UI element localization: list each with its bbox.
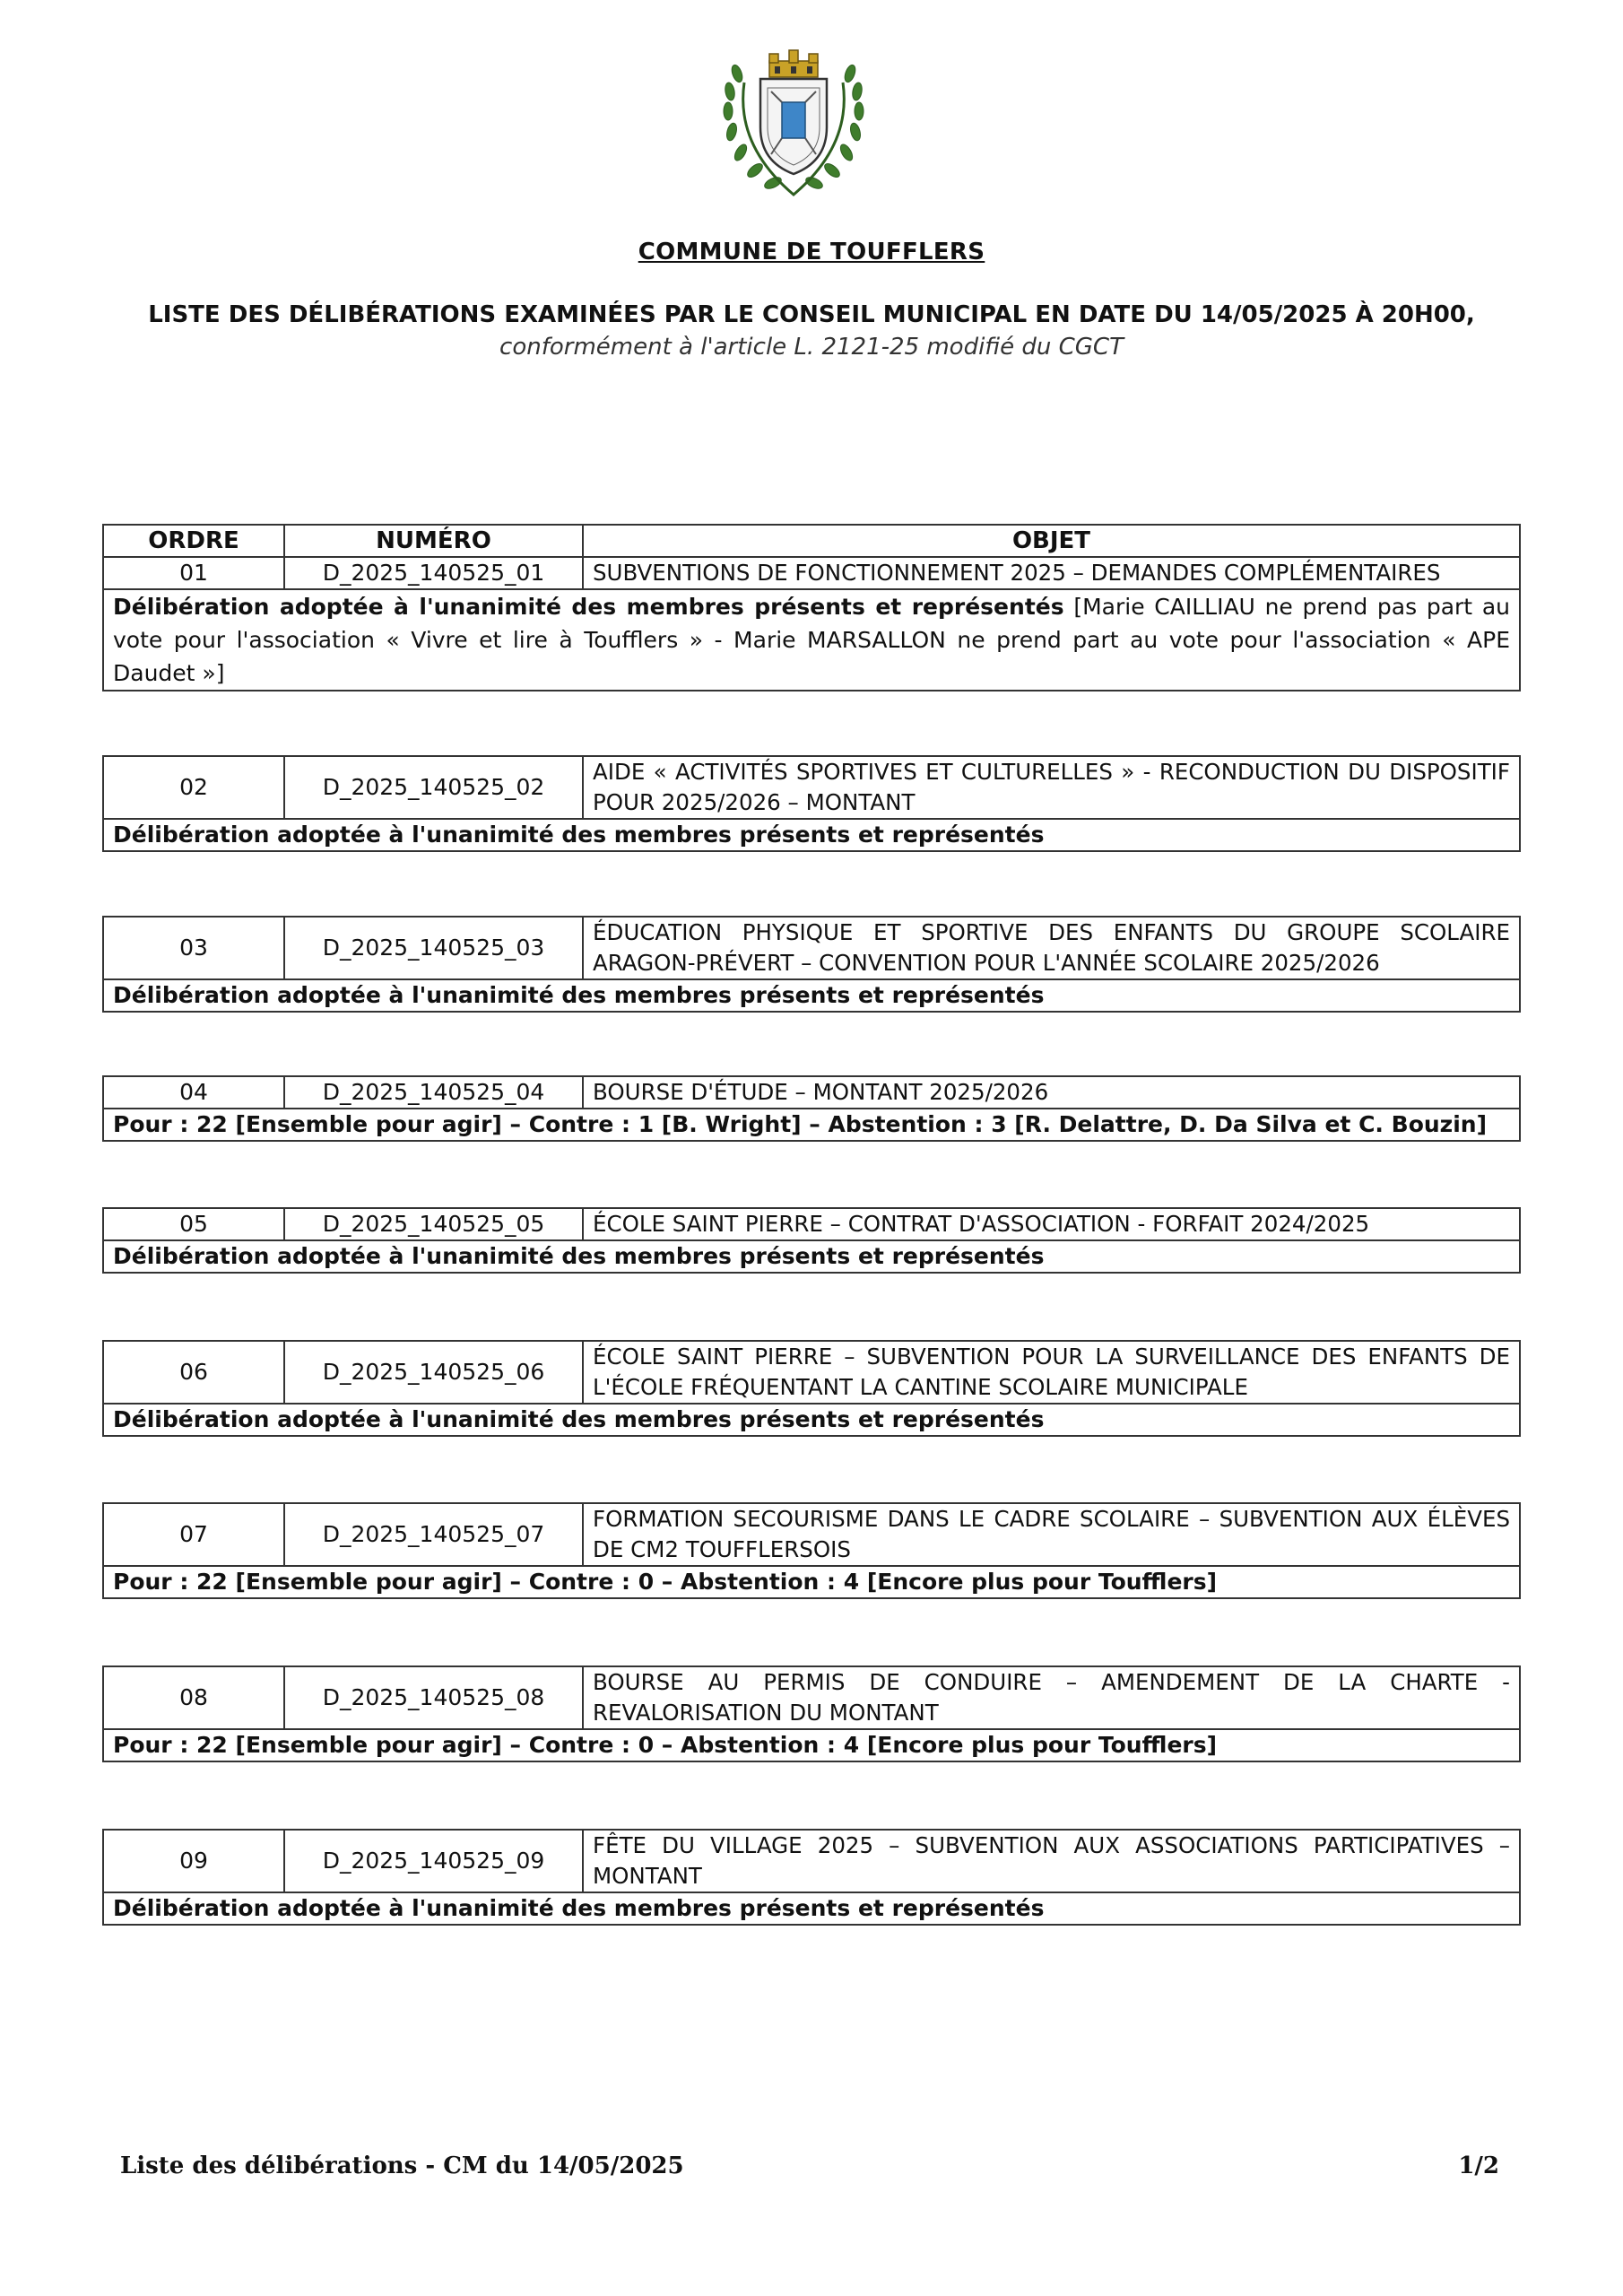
commune-title: COMMUNE DE TOUFFLERS [638,239,985,265]
deliberation-ordre: 03 [103,917,284,979]
deliberation-vote-row [103,1240,1520,1273]
page-number: 1/2 [1458,2152,1499,2179]
deliberation-table-06 [102,1340,1521,1437]
deliberation-table-03 [102,916,1521,1013]
deliberation-objet: BOURSE D'ÉTUDE – MONTANT 2025/2026 [583,1076,1520,1109]
deliberation-table-01 [102,524,1521,691]
deliberation-vote: Délibération adoptée à l'unanimité des membres présents et représentés [103,1404,1520,1436]
deliberation-vote: Pour : 22 [Ensemble pour agir] – Contre : 1 [B. Wright] – Abstention : 3 [R. Delattre, D. Da Silva et C. Bouzin] [103,1109,1520,1141]
column-header-ordre: ORDRE [103,525,284,557]
vote-note: [Marie CAILLIAU ne prend pas part au vote pour l'association « Vivre et lire à Toufflers » - Marie MARSALLON ne prend part au vote pour l'association « APE Daudet »] [113,594,1510,686]
deliberation-objet: BOURSE AU PERMIS DE CONDUIRE – AMENDEMENT DE LA CHARTE - REVALORISATION DU MONTANT [583,1666,1520,1729]
deliberation-numero: D_2025_140525_03 [284,917,583,979]
deliberation-vote: Délibération adoptée à l'unanimité des membres présents et représentés [103,819,1520,851]
deliberation-vote-row [103,1404,1520,1436]
deliberation-objet: FORMATION SECOURISME DANS LE CADRE SCOLAIRE – SUBVENTION AUX ÉLÈVES DE CM2 TOUFFLERSOIS [583,1503,1520,1566]
deliberation-numero: D_2025_140525_01 [284,557,583,589]
deliberation-ordre: 09 [103,1830,284,1892]
deliberation-vote-row [103,1729,1520,1761]
deliberation-row [103,1666,1520,1729]
deliberation-ordre: 04 [103,1076,284,1109]
deliberation-ordre: 05 [103,1208,284,1240]
deliberation-row [103,1503,1520,1566]
deliberation-objet: AIDE « ACTIVITÉS SPORTIVES ET CULTURELLES » - RECONDUCTION DU DISPOSITIF POUR 2025/2026 – MONTANT [583,756,1520,819]
table-header-row [103,525,1520,557]
deliberation-objet: FÊTE DU VILLAGE 2025 – SUBVENTION AUX ASSOCIATIONS PARTICIPATIVES – MONTANT [583,1830,1520,1892]
deliberation-objet: ÉCOLE SAINT PIERRE – CONTRAT D'ASSOCIATION - FORFAIT 2024/2025 [583,1208,1520,1240]
deliberation-ordre: 02 [103,756,284,819]
deliberation-row [103,1830,1520,1892]
coat-of-arms-logo [717,47,870,204]
vote-result: Délibération adoptée à l'unanimité des membres présents et représentés [113,594,1064,620]
deliberation-row [103,756,1520,819]
deliberation-ordre: 01 [103,557,284,589]
deliberation-row [103,1341,1520,1404]
deliberation-vote: Pour : 22 [Ensemble pour agir] – Contre : 0 – Abstention : 4 [Encore plus pour Toufflers] [103,1566,1520,1598]
deliberation-vote-row [103,1566,1520,1598]
deliberation-numero: D_2025_140525_04 [284,1076,583,1109]
deliberation-row [103,917,1520,979]
deliberation-row [103,557,1520,589]
deliberation-vote-row [103,1892,1520,1925]
deliberation-table-05 [102,1207,1521,1274]
deliberation-vote: Délibération adoptée à l'unanimité des membres présents et représentés [103,1240,1520,1273]
deliberation-row [103,1208,1520,1240]
deliberation-objet: ÉDUCATION PHYSIQUE ET SPORTIVE DES ENFANTS DU GROUPE SCOLAIRE ARAGON-PRÉVERT – CONVENTION POUR L'ANNÉE SCOLAIRE 2025/2026 [583,917,1520,979]
deliberation-vote: Pour : 22 [Ensemble pour agir] – Contre : 0 – Abstention : 4 [Encore plus pour Toufflers] [103,1729,1520,1761]
column-header-objet: OBJET [583,525,1520,557]
deliberation-numero: D_2025_140525_09 [284,1830,583,1892]
deliberation-numero: D_2025_140525_08 [284,1666,583,1729]
deliberation-vote-row [103,589,1520,691]
deliberation-vote-row [103,819,1520,851]
deliberation-vote-row [103,1109,1520,1141]
deliberation-table-07 [102,1502,1521,1599]
column-header-numero: NUMÉRO [284,525,583,557]
deliberation-numero: D_2025_140525_05 [284,1208,583,1240]
deliberation-objet: SUBVENTIONS DE FONCTIONNEMENT 2025 – DEMANDES COMPLÉMENTAIRES [583,557,1520,589]
deliberation-ordre: 06 [103,1341,284,1404]
deliberation-ordre: 08 [103,1666,284,1729]
deliberation-vote-row [103,979,1520,1012]
deliberation-numero: D_2025_140525_07 [284,1503,583,1566]
deliberation-vote: Délibération adoptée à l'unanimité des membres présents et représentés [103,979,1520,1012]
deliberation-table-02 [102,755,1521,852]
footer-title: Liste des délibérations - CM du 14/05/2025 [120,2152,684,2179]
deliberation-row [103,1076,1520,1109]
deliberation-vote: Délibération adoptée à l'unanimité des membres présents et représentés [103,1892,1520,1925]
deliberation-table-04 [102,1075,1521,1142]
deliberation-table-08 [102,1665,1521,1762]
legal-reference: conformément à l'article L. 2121-25 modifié du CGCT [499,334,1124,361]
document-title: LISTE DES DÉLIBÉRATIONS EXAMINÉES PAR LE CONSEIL MUNICIPAL EN DATE DU 14/05/2025 À 20H00, [148,301,1475,328]
deliberation-numero: D_2025_140525_02 [284,756,583,819]
deliberation-numero: D_2025_140525_06 [284,1341,583,1404]
deliberation-vote [103,589,1520,691]
deliberation-ordre: 07 [103,1503,284,1566]
deliberation-table-09 [102,1829,1521,1926]
deliberation-objet: ÉCOLE SAINT PIERRE – SUBVENTION POUR LA SURVEILLANCE DES ENFANTS DE L'ÉCOLE FRÉQUENTANT LA CANTINE SCOLAIRE MUNICIPALE [583,1341,1520,1404]
